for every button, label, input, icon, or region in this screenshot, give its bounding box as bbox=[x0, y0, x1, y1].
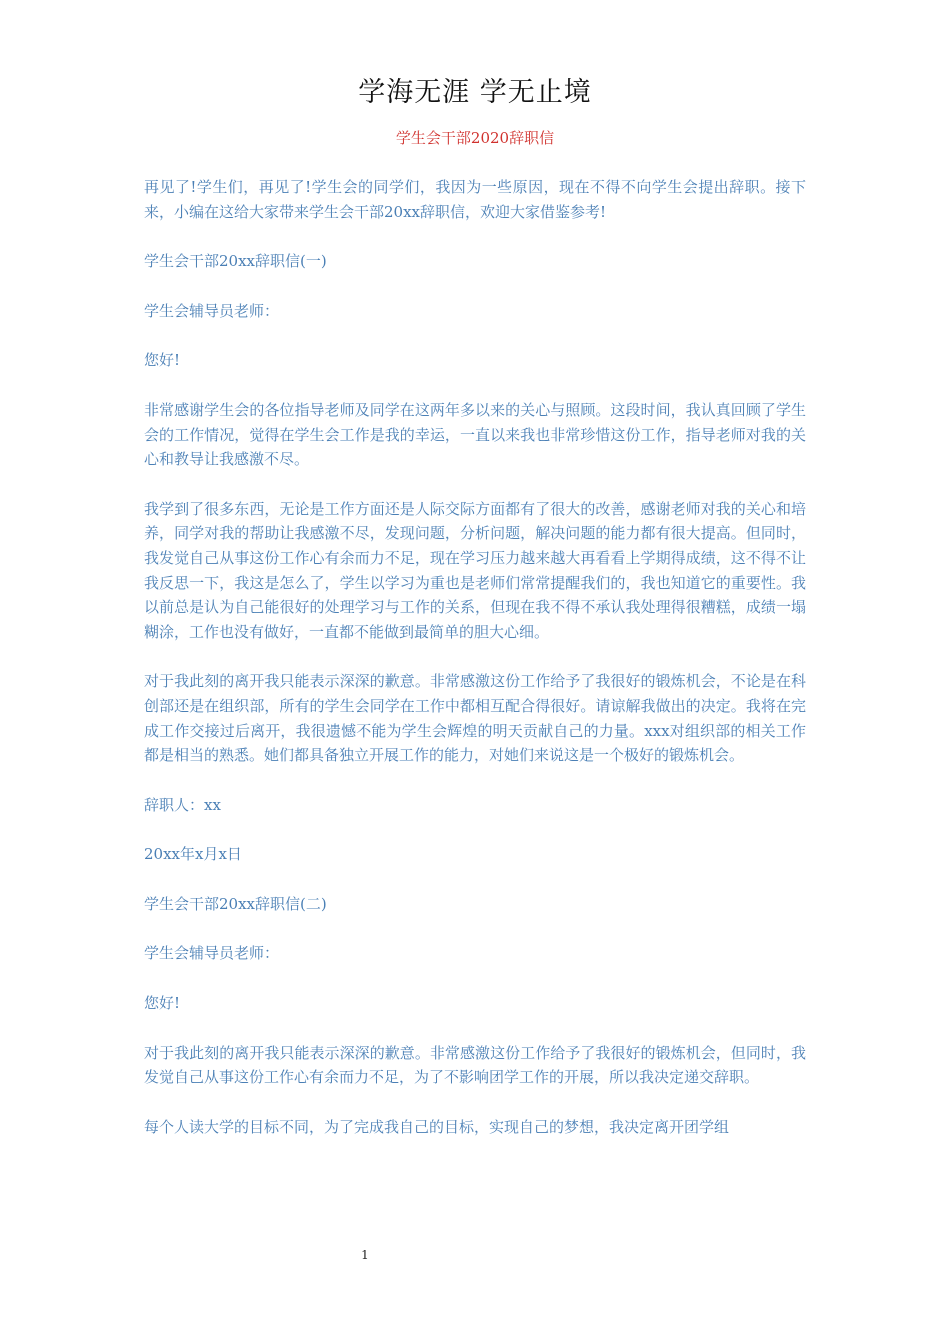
page-title: 学海无涯 学无止境 bbox=[358, 77, 592, 108]
page-number: 1 bbox=[361, 1248, 369, 1262]
document-body bbox=[144, 175, 806, 1164]
letter-one-signature: 辞职人：xx bbox=[144, 795, 221, 814]
letter-two-paragraph: 对于我此刻的离开我只能表示深深的歉意。非常感激这份工作给予了我很好的锻炼机会，但同时，我发觉自己从事这份工作心有余而力不足，为了不影响团学工作的开展，所以我决定递交辞职。 bbox=[144, 1043, 806, 1087]
letter-one-greeting: 您好! bbox=[144, 351, 181, 370]
intro-paragraph: 再见了!学生们，再见了!学生会的同学们，我因为一些原因，现在不得不向学生会提出辞职。接下来，小编在这给大家带来学生会干部20xx辞职信，欢迎大家借鉴参考! bbox=[144, 178, 806, 221]
letter-one-paragraph: 对于我此刻的离开我只能表示深深的歉意。非常感激这份工作给予了我很好的锻炼机会，不论是在科创部还是在组织部，所有的学生会同学在工作中都相互配合得很好。请谅解我做出的决定。我将在完成工作交接过后离开，我很遗憾不能为学生会辉煌的明天贡献自己的力量。xxx对组织部的相关工作都是相当的熟悉。她们都具备独立开展工作的能力，对她们来说这是一个极好的锻炼机会。 bbox=[144, 672, 806, 765]
letter-one-salutation: 学生会辅导员老师： bbox=[144, 301, 280, 320]
letter-two-heading: 学生会干部20xx辞职信(二) bbox=[144, 894, 327, 913]
letter-two-paragraph: 每个人读大学的目标不同，为了完成我自己的目标，实现自己的梦想，我决定离开团学组 bbox=[144, 1117, 730, 1136]
letter-two-greeting: 您好! bbox=[144, 994, 181, 1013]
letter-one-paragraph: 非常感谢学生会的各位指导老师及同学在这两年多以来的关心与照顾。这段时间，我认真回顾了学生会的工作情况，觉得在学生会工作是我的幸运，一直以来我也非常珍惜这份工作，指导老师对我的关心和教导让我感激不尽。 bbox=[144, 400, 806, 469]
letter-one-date: 20xx年x月x日 bbox=[144, 845, 242, 864]
document-subtitle: 学生会干部2020辞职信 bbox=[395, 129, 555, 147]
letter-one-paragraph: 我学到了很多东西，无论是工作方面还是人际交际方面都有了很大的改善，感谢老师对我的关心和培养，同学对我的帮助让我感激不尽，发现问题，分析问题，解决问题的能力都有很大提高。但同时，我发觉自己从事这份工作心有余而力不足，现在学习压力越来越大再看看上学期得成绩，这不得不让我反思一下，我这是怎么了，学生以学习为重也是老师们常常提醒我们的，我也知道它的重要性。我以前总是认为自己能很好的处理学习与工作的关系，但现在我不得不承认我处理得很糟糕，成绩一塌糊涂，工作也没有做好，一直都不能做到最简单的胆大心细。 bbox=[144, 499, 806, 641]
letter-two-salutation: 学生会辅导员老师： bbox=[144, 944, 280, 963]
letter-one-heading: 学生会干部20xx辞职信(一) bbox=[144, 252, 327, 271]
